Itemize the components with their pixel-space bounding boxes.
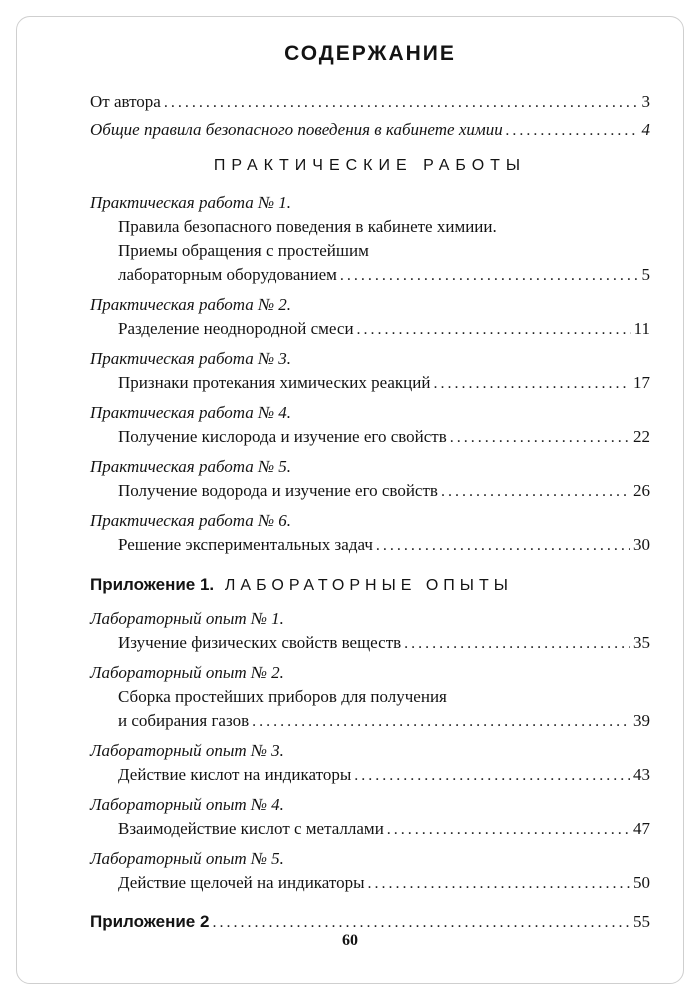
entry-page-number: 5: [641, 265, 650, 284]
entry-page-number: 43: [633, 765, 650, 784]
entry-page-number: 26: [633, 481, 650, 500]
dot-leader: [376, 533, 630, 558]
entry-line: Сборка простейших приборов для получения: [118, 687, 447, 706]
entry-text: Общие правила безопасного поведения в кабинете химии: [90, 120, 503, 139]
section-heading-practical-works: ПРАКТИЧЕСКИЕ РАБОТЫ: [213, 157, 527, 174]
entry-text: Получение водорода и изучение его свойств: [118, 481, 438, 500]
entry-last-line: [118, 533, 650, 558]
entry-page-number: 55: [633, 912, 650, 931]
entry-line: Приемы обращения с простейшим: [118, 241, 369, 260]
toc-entry-lab-5: [90, 847, 650, 896]
entry-heading: Практическая работа № 6.: [90, 511, 292, 530]
entry-heading: Лабораторный опыт № 3.: [90, 741, 284, 760]
dot-leader: [441, 479, 630, 504]
entry-heading: Практическая работа № 4.: [90, 403, 292, 422]
dot-leader: [368, 871, 630, 896]
entry-text: Действие кислот на индикаторы: [118, 765, 352, 784]
dot-leader: [433, 371, 630, 396]
entry-last-line: [118, 709, 650, 734]
entry-page-number: 22: [633, 427, 650, 446]
toc-entry-lab-2: [90, 661, 650, 734]
entry-last-line: [118, 871, 650, 896]
entry-last-line: [118, 763, 650, 788]
toc-entry-practical-1: [90, 191, 650, 288]
entry-heading: Практическая работа № 5.: [90, 457, 292, 476]
entry-page-number: 3: [641, 92, 650, 111]
entry-text: Изучение физических свойств веществ: [118, 633, 402, 652]
entry-page-number: 11: [633, 319, 650, 338]
dot-leader: [404, 631, 630, 656]
appendix1-prefix: Приложение 1.: [90, 575, 215, 594]
entry-heading: Практическая работа № 2.: [90, 295, 292, 314]
entry-text: и собирания газов: [118, 711, 250, 730]
dot-leader: [354, 763, 630, 788]
entry-last-line: [118, 817, 650, 842]
toc-entry-lab-4: [90, 793, 650, 842]
dot-leader: [340, 263, 639, 288]
toc-entry-lab-3: [90, 739, 650, 788]
entry-heading: Лабораторный опыт № 2.: [90, 663, 284, 682]
entry-heading: Лабораторный опыт № 1.: [90, 609, 284, 628]
entry-page-number: 35: [633, 633, 650, 652]
dot-leader: [252, 709, 630, 734]
entry-text: Получение кислорода и изучение его свойств: [118, 427, 447, 446]
entry-heading: Лабораторный опыт № 5.: [90, 849, 284, 868]
entry-text: От автора: [90, 92, 161, 111]
entry-text: Признаки протекания химических реакций: [118, 373, 431, 392]
entry-text: лабораторным оборудованием: [118, 265, 337, 284]
entry-page-number: 30: [633, 535, 650, 554]
entry-last-line: [118, 479, 650, 504]
entry-heading: Лабораторный опыт № 4.: [90, 795, 284, 814]
entry-line: Правила безопасного поведения в кабинете химиии.: [118, 217, 497, 236]
toc-entry-lab-1: [90, 607, 650, 656]
folio-page-number: 60: [342, 932, 358, 949]
toc-entry-practical-2: [90, 293, 650, 342]
dot-leader: [387, 817, 630, 842]
dot-leader: [450, 425, 630, 450]
entry-page-number: 50: [633, 873, 650, 892]
toc-entry-practical-6: [90, 509, 650, 558]
entry-text: Взаимодействие кислот с металлами: [118, 819, 384, 838]
entry-text: Действие щелочей на индикаторы: [118, 873, 365, 892]
entry-last-line: [118, 425, 650, 450]
dot-leader: [506, 118, 639, 143]
entry-heading: Практическая работа № 3.: [90, 349, 292, 368]
toc-row-ot-avtora: [90, 90, 650, 115]
toc-entry-practical-5: [90, 455, 650, 504]
toc-row-obschie-pravila: [90, 118, 650, 143]
entry-page-number: 39: [633, 711, 650, 730]
section-heading-appendix1: [90, 574, 650, 597]
toc-entry-practical-3: [90, 347, 650, 396]
entry-page-number: 17: [633, 373, 650, 392]
entry-heading: Практическая работа № 1.: [90, 193, 292, 212]
entry-text: Решение экспериментальных задач: [118, 535, 373, 554]
toc-entry-practical-4: [90, 401, 650, 450]
dot-leader: [357, 317, 631, 342]
appendix2-title: Приложение 2: [90, 912, 210, 931]
entry-text: Разделение неоднородной смеси: [118, 319, 354, 338]
entry-page-number: 4: [641, 120, 650, 139]
appendix1-caps: ЛАБОРАТОРНЫЕ ОПЫТЫ: [224, 577, 513, 594]
entry-last-line: [118, 317, 650, 342]
entry-last-line: [118, 631, 650, 656]
toc-title: СОДЕРЖАНИЕ: [284, 42, 456, 65]
entry-last-line: [118, 263, 650, 288]
entry-page-number: 47: [633, 819, 650, 838]
entry-last-line: [118, 371, 650, 396]
dot-leader: [164, 90, 639, 115]
